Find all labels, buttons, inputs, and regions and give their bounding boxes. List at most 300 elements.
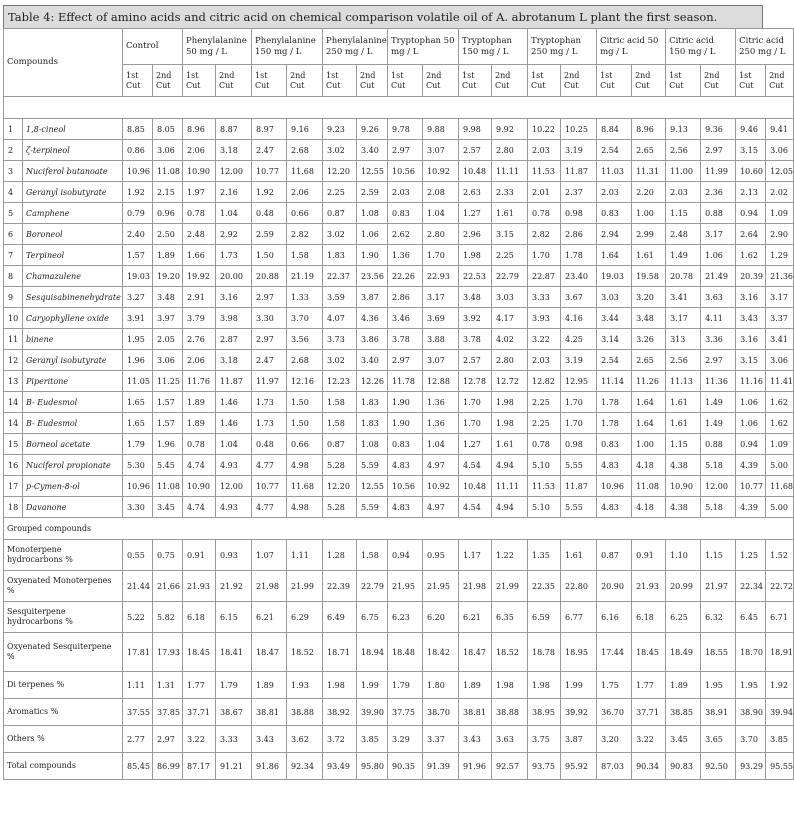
value-cell: 4.77	[252, 455, 287, 476]
value-cell: 2.02	[766, 182, 794, 203]
value-cell: 0.94	[388, 540, 423, 571]
row-number: 16	[4, 455, 23, 476]
value-cell: 5.28	[323, 497, 357, 518]
value-cell: 6.21	[252, 602, 287, 633]
value-cell: 87.03	[597, 753, 632, 780]
value-cell: 9.88	[423, 119, 459, 140]
value-cell: 22.93	[423, 266, 459, 287]
value-cell: 17.93	[153, 633, 183, 672]
value-cell: 1.70	[561, 392, 597, 413]
value-cell: 1.83	[323, 245, 357, 266]
value-cell: 1.78	[561, 245, 597, 266]
value-cell: 6.49	[323, 602, 357, 633]
value-cell: 9.98	[459, 119, 492, 140]
value-cell: 2.97	[388, 350, 423, 371]
value-cell: 3.16	[216, 287, 252, 308]
value-cell: 3.48	[459, 287, 492, 308]
value-cell: 2.06	[183, 140, 216, 161]
table-row	[4, 329, 794, 350]
value-cell: 4.38	[666, 497, 701, 518]
compound-name: p-Cymen-8-ol	[23, 476, 123, 497]
value-cell: 4.77	[252, 497, 287, 518]
value-cell: 11.87	[216, 371, 252, 392]
value-cell: 18.45	[632, 633, 666, 672]
value-cell: 3.19	[561, 140, 597, 161]
value-cell: 2.97	[388, 140, 423, 161]
value-cell: 22.39	[323, 571, 357, 602]
value-cell: 2.82	[287, 224, 323, 245]
value-cell: 1.29	[766, 245, 794, 266]
value-cell: 1.73	[216, 245, 252, 266]
value-cell: 2.97	[701, 350, 736, 371]
value-cell: 3.67	[561, 287, 597, 308]
value-cell: 8.96	[632, 119, 666, 140]
compound-name: Terpineol	[23, 245, 123, 266]
value-cell: 90.35	[388, 753, 423, 780]
value-cell: 4.54	[459, 455, 492, 476]
value-cell: 4.98	[287, 497, 323, 518]
value-cell: 4.18	[632, 455, 666, 476]
value-cell: 1.78	[597, 413, 632, 434]
table-container	[3, 5, 793, 780]
value-cell: 2.62	[388, 224, 423, 245]
value-cell: 3.06	[153, 140, 183, 161]
value-cell: 1.61	[492, 203, 528, 224]
value-cell: 3.06	[153, 350, 183, 371]
value-cell: 3.63	[492, 726, 528, 753]
value-cell: 2.03	[597, 182, 632, 203]
value-cell: 18.78	[528, 633, 561, 672]
value-cell: 10.90	[183, 161, 216, 182]
value-cell: 1.15	[666, 203, 701, 224]
value-cell: 3.33	[216, 726, 252, 753]
value-cell: 1.95	[736, 672, 766, 699]
value-cell: 11.41	[766, 371, 794, 392]
group-row	[4, 571, 794, 602]
value-cell: 2.59	[252, 224, 287, 245]
value-cell: 1.15	[666, 434, 701, 455]
value-cell: 18.47	[459, 633, 492, 672]
value-cell: 9.16	[287, 119, 323, 140]
group-name: Monoterpene hydrocarbons %	[4, 540, 123, 571]
cut2-header: 2nd Cut	[632, 65, 666, 97]
value-cell: 10.22	[528, 119, 561, 140]
value-cell: 38.88	[492, 699, 528, 726]
value-cell: 2.06	[287, 182, 323, 203]
value-cell: 93.49	[323, 753, 357, 780]
value-cell: 3.37	[766, 308, 794, 329]
value-cell: 19.03	[123, 266, 153, 287]
compound-name: Piperitone	[23, 371, 123, 392]
value-cell: 3.45	[666, 726, 701, 753]
value-cell: 1.52	[766, 540, 794, 571]
value-cell: 1.62	[766, 392, 794, 413]
value-cell: 11.05	[123, 371, 153, 392]
compound-name: ζ-terpineol	[23, 140, 123, 161]
table-row	[4, 119, 794, 140]
value-cell: 4.39	[736, 455, 766, 476]
value-cell: 10.92	[423, 476, 459, 497]
cut2-header: 2nd Cut	[423, 65, 459, 97]
value-cell: 3.15	[492, 224, 528, 245]
value-cell: 1.58	[357, 540, 388, 571]
value-cell: 12.00	[216, 476, 252, 497]
value-cell: 12.88	[423, 371, 459, 392]
value-cell: 2.13	[736, 182, 766, 203]
value-cell: 91.21	[216, 753, 252, 780]
value-cell: 3.92	[459, 308, 492, 329]
value-cell: 3.86	[357, 329, 388, 350]
value-cell: 10.56	[388, 476, 423, 497]
value-cell: 5.55	[561, 497, 597, 518]
group-name: Oxyenated Monoterpenes %	[4, 571, 123, 602]
value-cell: 38.91	[701, 699, 736, 726]
value-cell: 1.50	[252, 245, 287, 266]
value-cell: 1.58	[287, 245, 323, 266]
value-cell: 12.16	[287, 371, 323, 392]
value-cell: 3.65	[701, 726, 736, 753]
value-cell: 2.97	[252, 287, 287, 308]
value-cell: 2.25	[528, 392, 561, 413]
value-cell: 3.17	[766, 287, 794, 308]
value-cell: 1.36	[423, 392, 459, 413]
value-cell: 12.00	[216, 161, 252, 182]
value-cell: 1.22	[492, 540, 528, 571]
compound-name: B- Eudesmol	[23, 413, 123, 434]
value-cell: 4.74	[183, 455, 216, 476]
table-row	[4, 434, 794, 455]
value-cell: 1.98	[459, 245, 492, 266]
table-row	[4, 203, 794, 224]
value-cell: 4.17	[492, 308, 528, 329]
cut1-header: 1st Cut	[252, 65, 287, 97]
value-cell: 0.55	[123, 540, 153, 571]
value-cell: 1.79	[123, 434, 153, 455]
value-cell: 1.00	[632, 434, 666, 455]
value-cell: 1.80	[423, 672, 459, 699]
cut1-header: 1st Cut	[459, 65, 492, 97]
value-cell: 10.60	[736, 161, 766, 182]
value-cell: 1.04	[423, 203, 459, 224]
value-cell: 4.36	[357, 308, 388, 329]
value-cell: 21.49	[701, 266, 736, 287]
table-row	[4, 224, 794, 245]
value-cell: 1.77	[632, 672, 666, 699]
value-cell: 95.55	[766, 753, 794, 780]
value-cell: 11.53	[528, 161, 561, 182]
value-cell: 5.59	[357, 497, 388, 518]
cut2-header: 2nd Cut	[492, 65, 528, 97]
value-cell: 2.59	[357, 182, 388, 203]
value-cell: 3.45	[153, 497, 183, 518]
value-cell: 22.87	[528, 266, 561, 287]
value-cell: 0.83	[388, 203, 423, 224]
value-cell: 2.08	[423, 182, 459, 203]
value-cell: 93.75	[528, 753, 561, 780]
value-cell: 3.07	[423, 140, 459, 161]
value-cell: 21.98	[459, 571, 492, 602]
value-cell: 20.39	[736, 266, 766, 287]
row-number: 1	[4, 119, 23, 140]
row-number: 11	[4, 329, 23, 350]
value-cell: 2.03	[528, 350, 561, 371]
value-cell: 38.70	[423, 699, 459, 726]
value-cell: 0.88	[701, 203, 736, 224]
value-cell: 11.68	[766, 476, 794, 497]
value-cell: 1.95	[701, 672, 736, 699]
cut1-header: 1st Cut	[736, 65, 766, 97]
value-cell: 3.97	[153, 308, 183, 329]
value-cell: 1.49	[701, 392, 736, 413]
value-cell: 11.97	[252, 371, 287, 392]
value-cell: 37.71	[183, 699, 216, 726]
value-cell: 4.98	[287, 455, 323, 476]
cut2-header: 2nd Cut	[701, 65, 736, 97]
value-cell: 1.08	[357, 203, 388, 224]
value-cell: 11.14	[597, 371, 632, 392]
value-cell: 3.85	[766, 726, 794, 753]
value-cell: 2.63	[459, 182, 492, 203]
value-cell: 3.30	[123, 497, 153, 518]
compound-name: Chamazulene	[23, 266, 123, 287]
value-cell: 1.10	[666, 540, 701, 571]
cut1-header: 1st Cut	[323, 65, 357, 97]
value-cell: 3.17	[701, 224, 736, 245]
value-cell: 1.70	[459, 392, 492, 413]
value-cell: 8.84	[597, 119, 632, 140]
value-cell: 3.48	[153, 287, 183, 308]
value-cell: 10.77	[252, 476, 287, 497]
value-cell: 2.68	[287, 350, 323, 371]
value-cell: 22.34	[736, 571, 766, 602]
value-cell: 4.54	[459, 497, 492, 518]
value-cell: 1.06	[357, 224, 388, 245]
value-cell: 86.99	[153, 753, 183, 780]
value-cell: 1.83	[357, 392, 388, 413]
value-cell: 3.22	[528, 329, 561, 350]
value-cell: 21.44	[123, 571, 153, 602]
value-cell: 3.40	[357, 140, 388, 161]
value-cell: 2.50	[153, 224, 183, 245]
cut1-header: 1st Cut	[666, 65, 701, 97]
value-cell: 6.16	[597, 602, 632, 633]
value-cell: 4.83	[597, 455, 632, 476]
value-cell: 3.87	[357, 287, 388, 308]
value-cell: 37.71	[632, 699, 666, 726]
value-cell: 38.81	[459, 699, 492, 726]
value-cell: 12.20	[323, 161, 357, 182]
value-cell: 2.25	[323, 182, 357, 203]
value-cell: 38.81	[252, 699, 287, 726]
table-title: Table 4: Effect of amino acids and citric acid on chemical comparison volatile oil of A. abrotanum L plant the first season.	[3, 5, 763, 28]
value-cell: 2.54	[597, 350, 632, 371]
value-cell: 22.53	[459, 266, 492, 287]
value-cell: 17.44	[597, 633, 632, 672]
value-cell: 10.92	[423, 161, 459, 182]
compound-name: B- Eudesmol	[23, 392, 123, 413]
value-cell: 1.70	[561, 413, 597, 434]
value-cell: 2.56	[666, 350, 701, 371]
value-cell: 9.78	[388, 119, 423, 140]
value-cell: 1.04	[423, 434, 459, 455]
table-row	[4, 455, 794, 476]
value-cell: 2.48	[666, 224, 701, 245]
value-cell: 6.21	[459, 602, 492, 633]
value-cell: 6.29	[287, 602, 323, 633]
value-cell: 3.69	[423, 308, 459, 329]
value-cell: 1.90	[388, 392, 423, 413]
value-cell: 2.33	[492, 182, 528, 203]
value-cell: 3.37	[423, 726, 459, 753]
value-cell: 0.94	[736, 203, 766, 224]
value-cell: 18.42	[423, 633, 459, 672]
compound-name: Geranyl isobutyrate	[23, 350, 123, 371]
value-cell: 8.87	[216, 119, 252, 140]
value-cell: 12.00	[701, 476, 736, 497]
value-cell: 1.98	[528, 672, 561, 699]
table-row	[4, 476, 794, 497]
treatment-header: Citric acid 50 mg / L	[597, 29, 666, 65]
value-cell: 22.35	[528, 571, 561, 602]
value-cell: 1.75	[597, 672, 632, 699]
value-cell: 313	[666, 329, 701, 350]
value-cell: 3.27	[123, 287, 153, 308]
value-cell: 1.89	[666, 672, 701, 699]
value-cell: 2.25	[492, 245, 528, 266]
cut2-header: 2nd Cut	[357, 65, 388, 97]
value-cell: 1.31	[153, 672, 183, 699]
value-cell: 18.91	[766, 633, 794, 672]
value-cell: 3.03	[597, 287, 632, 308]
group-row	[4, 753, 794, 780]
value-cell: 2.03	[388, 182, 423, 203]
value-cell: 17.81	[123, 633, 153, 672]
value-cell: 3.98	[216, 308, 252, 329]
value-cell: 10.77	[736, 476, 766, 497]
value-cell: 3.78	[459, 329, 492, 350]
value-cell: 11.68	[287, 476, 323, 497]
table-row	[4, 413, 794, 434]
row-number: 7	[4, 245, 23, 266]
value-cell: 1.49	[701, 413, 736, 434]
value-cell: 1.06	[736, 392, 766, 413]
value-cell: 3.14	[597, 329, 632, 350]
row-number: 13	[4, 371, 23, 392]
value-cell: 3.87	[561, 726, 597, 753]
value-cell: 38.85	[666, 699, 701, 726]
cut2-header: 2nd Cut	[766, 65, 794, 97]
value-cell: 0.87	[323, 434, 357, 455]
value-cell: 1.66	[183, 245, 216, 266]
value-cell: 20.00	[216, 266, 252, 287]
value-cell: 8.97	[252, 119, 287, 140]
value-cell: 1.33	[287, 287, 323, 308]
value-cell: 11.36	[701, 371, 736, 392]
value-cell: 38.92	[323, 699, 357, 726]
value-cell: 2.77	[123, 726, 153, 753]
value-cell: 11.08	[153, 476, 183, 497]
grouped-header-row	[4, 518, 794, 540]
value-cell: 0.91	[632, 540, 666, 571]
value-cell: 2.40	[123, 224, 153, 245]
value-cell: 10.96	[123, 476, 153, 497]
value-cell: 0.87	[323, 203, 357, 224]
value-cell: 1.70	[528, 245, 561, 266]
value-cell: 11.68	[287, 161, 323, 182]
value-cell: 5.00	[766, 497, 794, 518]
value-cell: 2.68	[287, 140, 323, 161]
value-cell: 4.93	[216, 497, 252, 518]
row-number: 12	[4, 350, 23, 371]
value-cell: 2.03	[666, 182, 701, 203]
value-cell: 38.67	[216, 699, 252, 726]
value-cell: 1.61	[492, 434, 528, 455]
treatment-header: Tryptophan 50 mg / L	[388, 29, 459, 65]
value-cell: 22.80	[561, 571, 597, 602]
value-cell: 10.56	[388, 161, 423, 182]
value-cell: 0.78	[528, 203, 561, 224]
value-cell: 21.93	[183, 571, 216, 602]
treatment-header: Tryptophan 250 mg / L	[528, 29, 597, 65]
value-cell: 1.27	[459, 203, 492, 224]
value-cell: 11.87	[561, 476, 597, 497]
value-cell: 21.98	[252, 571, 287, 602]
value-cell: 3.02	[323, 140, 357, 161]
row-number: 15	[4, 434, 23, 455]
value-cell: 3.17	[666, 308, 701, 329]
compound-name: Nuciferol propionate	[23, 455, 123, 476]
value-cell: 3.20	[597, 726, 632, 753]
value-cell: 20.90	[597, 571, 632, 602]
value-cell: 3.79	[183, 308, 216, 329]
grouped-compounds-label: Grouped compounds	[4, 518, 794, 540]
value-cell: 2.64	[736, 224, 766, 245]
value-cell: 0.83	[388, 434, 423, 455]
value-cell: 1.36	[423, 413, 459, 434]
value-cell: 18.95	[561, 633, 597, 672]
value-cell: 10.25	[561, 119, 597, 140]
value-cell: 1.99	[357, 672, 388, 699]
value-cell: 0.87	[597, 540, 632, 571]
value-cell: 1.09	[766, 434, 794, 455]
value-cell: 3.02	[323, 224, 357, 245]
treatment-header: Control	[123, 29, 183, 65]
value-cell: 21.95	[388, 571, 423, 602]
value-cell: 3.48	[632, 308, 666, 329]
value-cell: 3.22	[632, 726, 666, 753]
value-cell: 3.93	[528, 308, 561, 329]
value-cell: 1.65	[123, 392, 153, 413]
table-row	[4, 497, 794, 518]
value-cell: 20.88	[252, 266, 287, 287]
value-cell: 10.90	[183, 476, 216, 497]
value-cell: 9.26	[357, 119, 388, 140]
value-cell: 1.57	[153, 413, 183, 434]
value-cell: 4.97	[423, 497, 459, 518]
value-cell: 3.16	[736, 287, 766, 308]
value-cell: 2.01	[528, 182, 561, 203]
value-cell: 1.62	[736, 245, 766, 266]
table-row	[4, 140, 794, 161]
value-cell: 91.96	[459, 753, 492, 780]
value-cell: 85.45	[123, 753, 153, 780]
value-cell: 20.99	[666, 571, 701, 602]
value-cell: 2.25	[528, 413, 561, 434]
value-cell: 5.10	[528, 455, 561, 476]
value-cell: 0.96	[153, 203, 183, 224]
value-cell: 12.05	[766, 161, 794, 182]
value-cell: 18.71	[323, 633, 357, 672]
